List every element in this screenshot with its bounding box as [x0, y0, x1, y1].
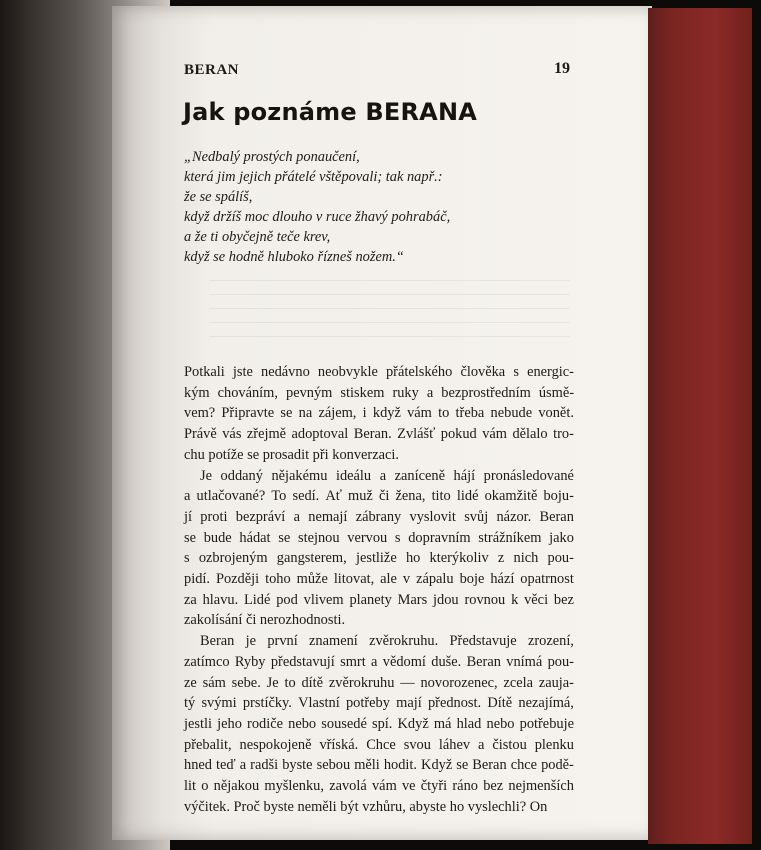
- text-line: Je oddaný nějakému ideálu a zaníceně hájí pronásledované: [200, 467, 574, 484]
- text-line: hned teď a radši byste sebou měli hodit. Když se Beran chce podě-: [184, 757, 574, 774]
- epigraph-line: když držíš moc dlouho v ruce žhavý pohrabáč,: [184, 209, 451, 225]
- text-line: lit o nějakou myšlenku, zavolá vám ve čtyři ráno bez nejmenších: [184, 778, 574, 795]
- text-line: Právě vás zřejmě adoptoval Beran. Zvlášť pokud vám dělalo tro-: [184, 426, 574, 443]
- text-line: se bude hádat se stejnou vervou s dopravním strážníkem jako: [184, 529, 574, 546]
- text-line: Potkali jste nedávno neobvykle přátelského člověka s energic-: [184, 364, 574, 380]
- text-line: přebalit, nespokojeně vříská. Chce svou láhev a čistou plenku: [184, 736, 574, 753]
- running-header: BERAN: [184, 62, 240, 78]
- text-line: ze sám sebe. Je to dítě zvěrokruhu — novorozenec, zcela zauja-: [184, 674, 574, 691]
- text-line: za hlavu. Lidé pod vlivem planety Mars jdou rovnou k věci bez: [184, 591, 574, 608]
- book-cover-edge: [648, 8, 761, 844]
- text-line: výčitek. Proč byste neměli být vzhůru, abyste ho vyslechli? On: [184, 798, 548, 815]
- text-line: a utlačované? To sedí. Ať muž či žena, tito lidé okamžitě boju-: [184, 488, 574, 505]
- text-line: kým chováním, pevným stiskem ruky a bezprostředním úsmě-: [184, 384, 574, 401]
- text-line: pidí. Později toho může litovat, ale v zápalu boje hází opatrnost: [184, 571, 574, 588]
- text-line: Beran je první znamení zvěrokruhu. Představuje zrození,: [200, 633, 574, 650]
- page-number: 19: [554, 60, 570, 77]
- epigraph-line: když se hodně hluboko řízneš nožem.“: [184, 249, 404, 265]
- epigraph: [184, 147, 450, 267]
- text-line: vem? Připravte se na zájem, i když vám to třeba nebude vonět.: [184, 405, 574, 422]
- background-edge: [752, 0, 761, 850]
- text-line: chu potíže se prosadit při konverzaci.: [184, 446, 399, 463]
- show-through-text: [210, 280, 570, 350]
- epigraph-line: že se spálíš,: [184, 189, 253, 205]
- text-line: tý svými prstíčky. Vlastní potřeby mají přednost. Dítě nezajímá,: [184, 695, 574, 712]
- text-line: jestli jeho rodiče nebo sousedé spí. Když má hlad nebo potřebuje: [184, 715, 574, 732]
- epigraph-line: „Nedbalý prostých ponaučení,: [184, 149, 360, 165]
- text-line: zakolísání či nerozhodnosti.: [184, 612, 346, 629]
- text-line: s ozbrojeným gangsterem, jestliže ho kterýkoliv z nich pou-: [184, 550, 574, 567]
- chapter-title: Jak poznáme BERANA: [183, 98, 478, 126]
- epigraph-line: která jim jejich přátelé vštěpovali; tak např.:: [184, 169, 443, 185]
- body-text: [184, 362, 574, 817]
- text-line: jí proti bezpráví a nemají zábrany vyslovit svůj názor. Beran: [184, 508, 574, 525]
- epigraph-line: a že ti obyčejně teče krev,: [184, 229, 331, 245]
- text-line: zatímco Ryby představují smrt a vědomí duše. Beran vnímá pou-: [184, 653, 574, 670]
